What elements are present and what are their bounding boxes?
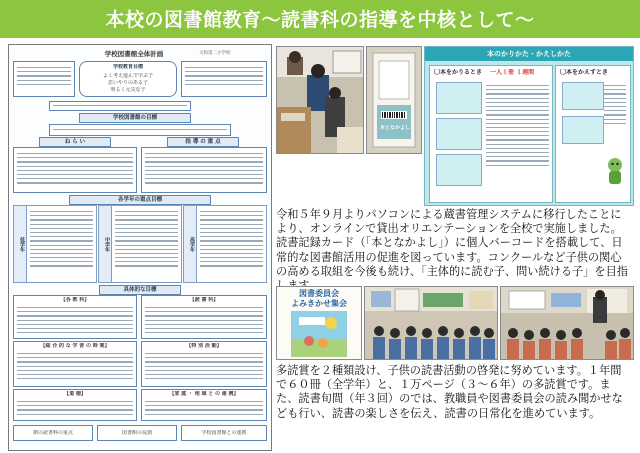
- integrated-study-title: 【総 合 的 な 学 習 の 時 間】: [40, 343, 110, 349]
- footer-label-2: 図書館の役割: [121, 430, 152, 436]
- return-card-2: [562, 116, 604, 144]
- moral-title: 【道 徳】: [64, 391, 86, 397]
- step-card-1: [436, 82, 482, 114]
- picture-book-cover: [291, 311, 347, 357]
- footer-label-3: 学校図書館との連携: [201, 430, 247, 436]
- special-activities-box: [141, 341, 267, 387]
- plan-left-notes: [13, 61, 75, 97]
- library-goal-title: 学校図書館の目標: [79, 113, 191, 123]
- reading-subject-title: 【読 書 科】: [189, 297, 219, 303]
- header-banner: [0, 0, 640, 38]
- footer-box-2: [97, 425, 177, 441]
- footer-box-1: [13, 425, 93, 441]
- step-card-3: [436, 154, 482, 186]
- subjects-box: [13, 295, 137, 339]
- committee-poster: [276, 286, 362, 360]
- reading-subject-box: [141, 295, 267, 339]
- goal-line-1: よく考え進んで学ぶ子: [102, 73, 153, 79]
- how-to-title: 本のかりかた・かえしかた: [487, 50, 571, 58]
- grade-high: [183, 205, 267, 283]
- policy-box: [141, 147, 267, 193]
- read-aloud-photo-1: [364, 286, 498, 360]
- borrow-heading: 〇本をかりるとき: [434, 69, 483, 76]
- plan-right-notes: [181, 61, 267, 97]
- community-box: [141, 389, 267, 421]
- integrated-study-box: [13, 341, 137, 387]
- plan-link-line: [49, 101, 191, 111]
- return-card-1: [562, 82, 604, 110]
- library-counter-illustration: [277, 47, 363, 153]
- goal-line-2: 思いやりのある子: [107, 80, 148, 86]
- grade-mid: [98, 205, 182, 283]
- paragraph-reading-awards: 多読賞を２種類設け、子供の読書活動の啓発に努めています。１年間で６０冊（全学年）と、１万ページ（３〜６年）の多読賞です。また、読書旬間（年３回）のでは、教職員や図書委員会の読み聞かせなども行い、読書の楽しさを伝え、読書の日常化を進めています。: [276, 364, 623, 420]
- moral-box: [13, 389, 137, 421]
- footer-box-3: [181, 425, 267, 441]
- grade-low: [13, 205, 97, 283]
- school-goal-box: [79, 61, 177, 97]
- borrow-period: 一人１冊 １週間: [490, 69, 535, 76]
- community-title: 【家 庭 ・ 地 域 と の 連 携】: [169, 391, 239, 397]
- committee-title-2: よみきかせ集会: [291, 299, 347, 308]
- subjects-title: 【各 教 科】: [60, 297, 90, 303]
- school-name: 大和第二小学校: [199, 51, 231, 56]
- card-label: 本となかよし: [379, 125, 410, 131]
- read-aloud-scene-2: [501, 287, 633, 359]
- read-aloud-photo-2: [500, 286, 634, 360]
- page-title: 本校の図書館教育〜読書科の指導を中核として〜: [105, 9, 535, 31]
- step-card-2: [436, 118, 482, 150]
- goal-line-3: 明るく元気な子: [110, 87, 146, 93]
- mascot-icon: [604, 156, 626, 186]
- reading-card-photo: [366, 46, 422, 154]
- policy-title: 指 導 の 重 点: [167, 137, 239, 147]
- grade-high-label: 高学年: [184, 206, 197, 282]
- grade-mid-label: 中学年: [99, 206, 112, 282]
- library-counter-photo: [276, 46, 364, 154]
- grade-focus-title: 各学年の重点目標: [69, 195, 211, 205]
- library-plan-document: [8, 44, 272, 451]
- library-goal-text: [49, 124, 231, 136]
- return-heading: 〇本をかえすとき: [560, 69, 609, 76]
- reading-card-illustration: [367, 47, 421, 153]
- plan-title: 学校図書館全体計画: [104, 50, 164, 58]
- how-to-borrow-panel: [424, 46, 634, 206]
- aims-title: ね ら い: [39, 137, 111, 147]
- aims-box: [13, 147, 137, 193]
- return-steps-box: [555, 65, 631, 203]
- special-activities-title: 【特 別 活 動】: [186, 343, 222, 349]
- footer-label-1: 朝の読書科の重点: [32, 430, 73, 436]
- borrow-steps-box: [429, 65, 553, 203]
- committee-title-1: 図書委員会: [299, 289, 339, 298]
- school-goal-title: 学校教育目標: [112, 64, 143, 70]
- concrete-goals-title: 具体的な目標: [99, 285, 181, 295]
- grade-low-label: 低学年: [14, 206, 27, 282]
- read-aloud-scene-1: [365, 287, 497, 359]
- paragraph-online-system: 令和５年９月よりパソコンによる蔵書管理システムに移行したことにより、オンラインで貸出オリエンテーションを全校で実施しました。読書記録カード（「本となかよし」）に個人バーコードを搭載して、日常的な図書館活用の促進を図っています。コンクールなど子供の関心の高める取組を今後も続け、「主体的に読む子、問い続ける子」を目指: [276, 208, 628, 278]
